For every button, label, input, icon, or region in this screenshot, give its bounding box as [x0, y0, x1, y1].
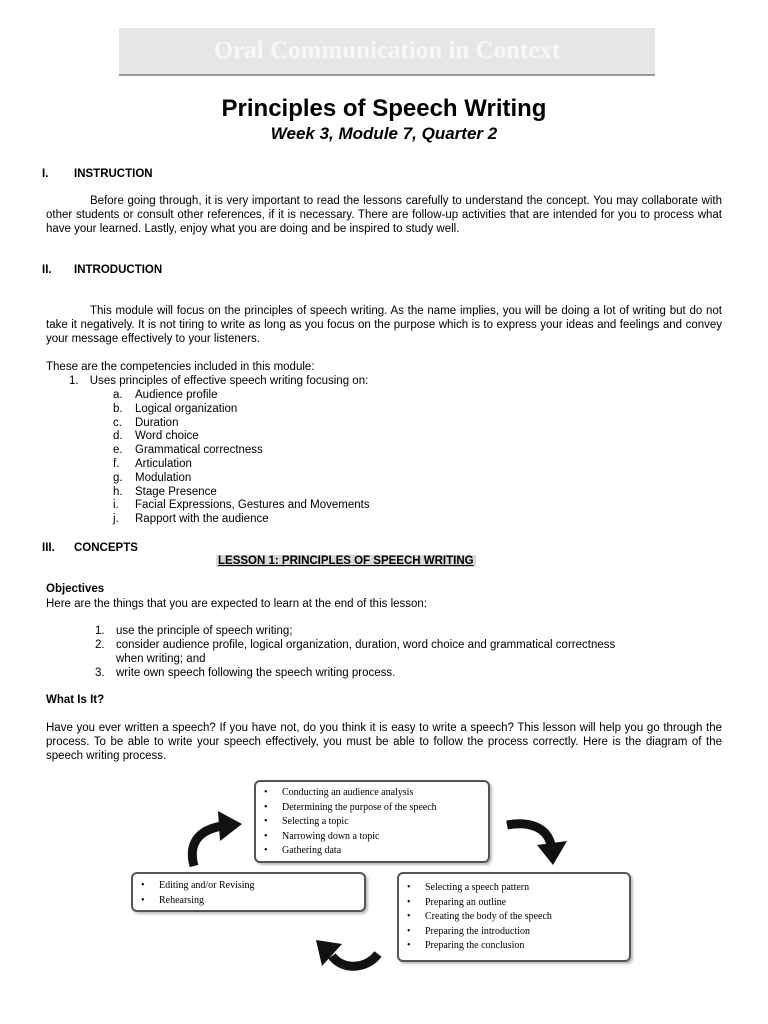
diagram-step: • Preparing the introduction — [399, 925, 629, 940]
subitem-text: Logical organization — [135, 402, 238, 415]
introduction-paragraph — [46, 305, 722, 346]
objective-text: consider audience profile, logical organization, duration, word choice and grammatical correctness — [116, 639, 616, 651]
subitem-text: Audience profile — [135, 389, 218, 401]
introduction-text: This module will focus on the principles of speech writing. As the name implies, you will be doing a lot of writing but do not take it negatively. It is not tiring to write as long as you focus on the purpose which is to express your ideas and feelings and convey your message effectively to your listeners. — [46, 305, 722, 345]
curved-arrow-down-right-icon — [503, 815, 578, 870]
diagram-box-revising — [131, 872, 366, 912]
diagram-step: • Gathering data — [256, 844, 488, 859]
diagram-step: • Selecting a speech pattern — [399, 881, 629, 896]
subitem-text: Duration — [135, 416, 179, 429]
subitem-text: Rapport with the audience — [135, 513, 269, 526]
competency-subitem — [113, 430, 199, 444]
section-label: CONCEPTS — [74, 542, 138, 554]
objective-item — [95, 667, 396, 681]
objective-text: write own speech following the speech writing process. — [116, 667, 396, 679]
section-number: I. — [42, 168, 49, 180]
competency-subitem — [113, 444, 263, 458]
competency-subitem — [113, 513, 269, 527]
instruction-paragraph — [46, 195, 722, 236]
objective-number: 1. — [95, 625, 105, 637]
section-introduction-heading — [42, 264, 162, 276]
curved-arrow-up-right-icon — [180, 808, 250, 868]
objective-text-continuation: when writing; and — [116, 653, 206, 665]
diagram-box-planning — [254, 780, 490, 863]
subitem-text: Facial Expressions, Gestures and Movements — [135, 499, 370, 512]
page-title: Principles of Speech Writing — [221, 95, 547, 122]
diagram-step: • Editing and/or Revising — [133, 879, 364, 894]
competency-subitem — [113, 485, 217, 500]
subitem-text: Grammatical correctness — [135, 444, 263, 457]
section-concepts-heading — [42, 542, 138, 554]
course-banner — [119, 28, 655, 76]
subitem-letter: a. — [113, 389, 123, 401]
objective-number: 2. — [95, 639, 105, 651]
curved-arrow-left-icon — [310, 922, 385, 974]
subitem-text: Stage Presence — [135, 485, 217, 498]
competency-item — [69, 375, 368, 389]
subitem-letter: b. — [113, 402, 123, 415]
lesson-title: LESSON 1: PRINCIPLES OF SPEECH WRITING — [218, 555, 474, 567]
what-is-it-paragraph: Have you ever written a speech? If you have not, do you think it is easy to write a speech? This lesson will help you go through the process. To be able to write your speech effectively, you must be able to follow the process correctly. Here is the diagram of the speech writing process. — [46, 722, 722, 762]
diagram-step: • Narrowing down a topic — [256, 830, 488, 845]
diagram-step: • Rehearsing — [133, 894, 364, 909]
what-is-it-heading: What Is It? — [46, 694, 105, 706]
revising-steps-list — [133, 879, 364, 908]
subitem-letter: d. — [113, 430, 123, 443]
competency-subitem — [113, 458, 192, 472]
subitem-text: Modulation — [135, 471, 192, 484]
subitem-letter: f. — [113, 458, 120, 470]
diagram-step: • Preparing the conclusion — [399, 939, 629, 954]
section-label: INSTRUCTION — [74, 168, 153, 180]
competency-subitem — [113, 416, 179, 431]
writing-steps-list — [399, 881, 629, 954]
competency-subitem — [113, 402, 238, 417]
subitem-text: Articulation — [135, 458, 192, 470]
competency-text: Uses principles of effective speech writing focusing on: — [89, 375, 369, 387]
competency-subitem — [113, 471, 192, 486]
objective-item — [95, 625, 293, 639]
subitem-letter: j. — [113, 513, 119, 526]
banner-title: Oral Communication in Context — [213, 37, 561, 64]
competency-subitem — [113, 389, 218, 403]
competency-number: 1. — [69, 375, 79, 387]
objective-text: use the principle of speech writing; — [116, 625, 293, 637]
competency-subitem — [113, 499, 370, 513]
planning-steps-list — [256, 786, 488, 859]
diagram-step: • Creating the body of the speech — [399, 910, 629, 925]
section-instruction-heading — [42, 168, 153, 180]
objective-item — [95, 639, 616, 653]
diagram-box-writing — [397, 872, 631, 962]
objective-number: 3. — [95, 667, 105, 679]
section-label: INTRODUCTION — [74, 264, 163, 276]
subitem-letter: e. — [113, 444, 123, 457]
section-number: III. — [42, 542, 55, 554]
objectives-heading: Objectives — [46, 583, 105, 595]
diagram-step: • Selecting a topic — [256, 815, 488, 830]
objectives-intro: Here are the things that you are expected to learn at the end of this lesson: — [46, 598, 428, 610]
diagram-step: • Conducting an audience analysis — [256, 786, 488, 801]
page-subtitle: Week 3, Module 7, Quarter 2 — [270, 124, 498, 143]
subitem-letter: i. — [113, 499, 119, 512]
diagram-step: • Preparing an outline — [399, 896, 629, 911]
diagram-step: • Determining the purpose of the speech — [256, 801, 488, 816]
subitem-text: Word choice — [135, 430, 199, 443]
subitem-letter: g. — [113, 471, 123, 484]
instruction-text: Before going through, it is very important to read the lessons carefully to understand the concept. You may collaborate with other students or consult other references, if it is necessary. There are follow-up activities that are intended for you to process what have your learned. Lastly, enjoy what you are doing and be inspired to study well. — [46, 195, 722, 235]
competencies-intro: These are the competencies included in this module: — [46, 361, 315, 373]
subitem-letter: h. — [113, 485, 123, 498]
subitem-letter: c. — [113, 416, 122, 429]
section-number: II. — [42, 264, 52, 276]
